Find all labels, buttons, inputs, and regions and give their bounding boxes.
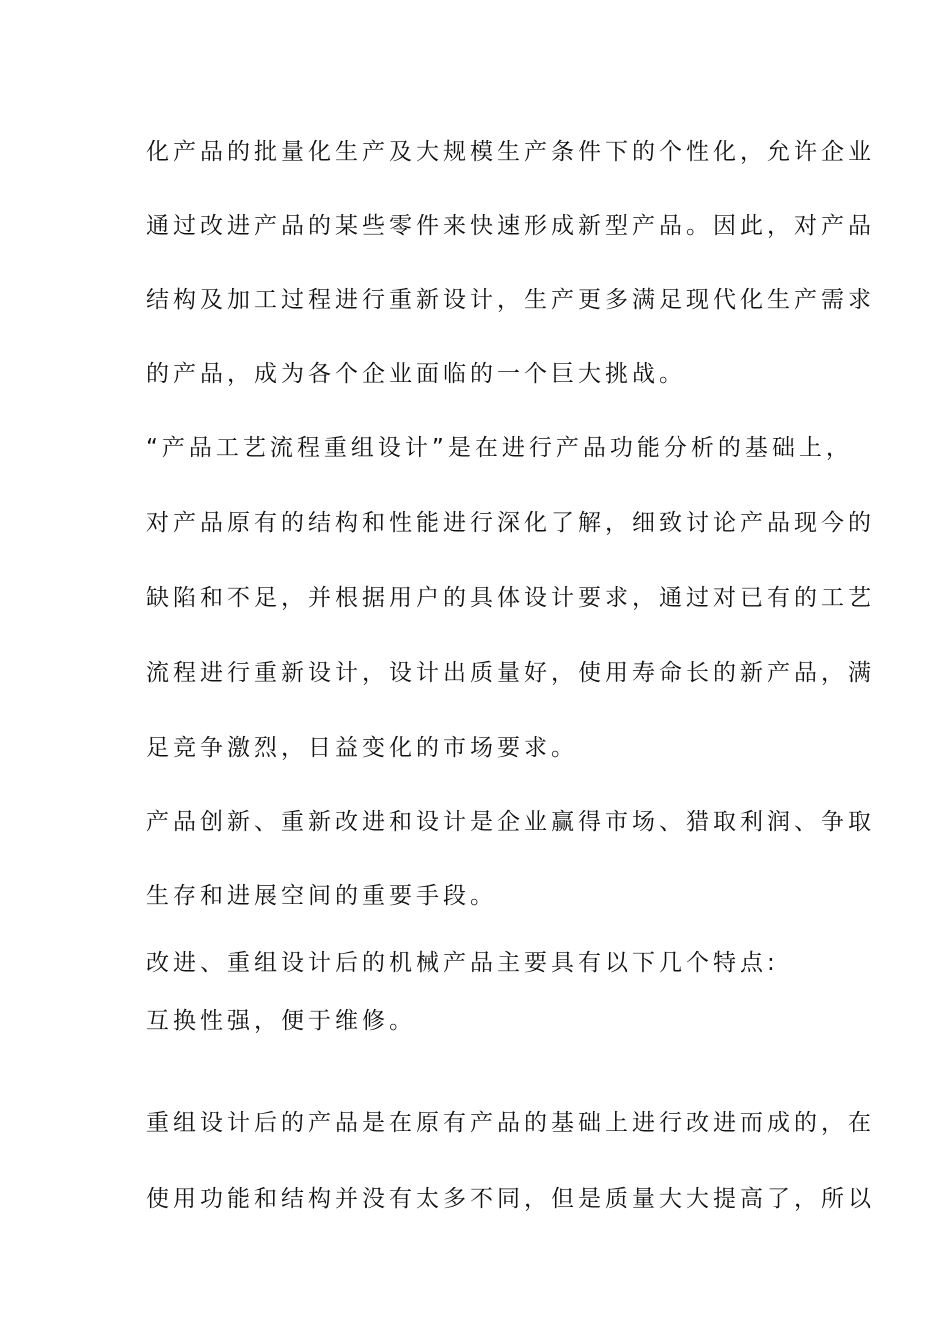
text-line: 流程进行重新设计，设计出质量好，使用寿命长的新产品，满 — [146, 660, 875, 686]
text-line: 重组设计后的产品是在原有产品的基础上进行改进而成的，在 — [146, 1110, 875, 1136]
text-line: 使用功能和结构并没有太多不同，但是质量大大提高了，所以 — [146, 1186, 875, 1212]
text-line: 互换性强，便于维修。 — [146, 1008, 416, 1034]
text-line: 产品创新、重新改进和设计是企业赢得市场、猎取利润、争取 — [146, 809, 875, 835]
text-line: 缺陷和不足，并根据用户的具体设计要求，通过对已有的工艺 — [146, 585, 875, 611]
text-line: 足竞争激烈，日益变化的市场要求。 — [146, 735, 578, 761]
text-line: 改进、重组设计后的机械产品主要具有以下几个特点: — [146, 950, 779, 976]
text-line: 结构及加工过程进行重新设计，生产更多满足现代化生产需求 — [146, 287, 875, 313]
text-line: 通过改进产品的某些零件来快速形成新型产品。因此，对产品 — [146, 213, 875, 239]
text-line: 的产品，成为各个企业面临的一个巨大挑战。 — [146, 361, 686, 387]
text-line: “产品工艺流程重组设计”是在进行产品功能分析的基础上， — [146, 435, 853, 461]
text-line: 化产品的批量化生产及大规模生产条件下的个性化，允许企业 — [146, 139, 875, 165]
text-line: 生存和进展空间的重要手段。 — [146, 883, 497, 909]
text-line: 对产品原有的结构和性能进行深化了解，细致讨论产品现今的 — [146, 510, 875, 536]
